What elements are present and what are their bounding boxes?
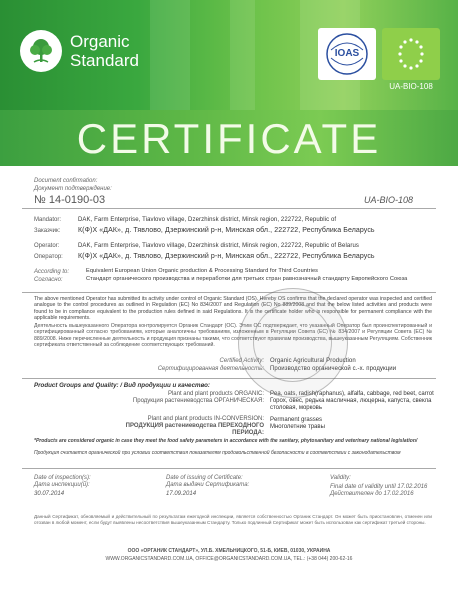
organic-label-ru: Продукция растениеводства ОРГАНИЧЕСКАЯ:	[132, 398, 264, 404]
ioas-label: IOAS	[334, 48, 360, 59]
standard-label-en: According to:	[34, 269, 70, 275]
operator-name-en: DAK, Farm Enterprise, Tiavlovo village, Dzerzhinsk district, Minsk region, 222722, Republic of Belarus	[78, 243, 359, 249]
operator-label-ru: Оператор:	[34, 254, 63, 260]
products-note-en: *Products are considered organic in case they meet the food safety parameters in accordance with the sanitary, phytosanitary and veterinary national legislation/	[34, 438, 418, 444]
operator-name-ru: К(Ф)Х «ДАК», д. Тявлово, Дзержинский р-н, Минская обл., 222722, Республика Беларусь	[78, 253, 375, 260]
certificate-number: № 14-0190-03	[34, 194, 106, 206]
confirm-label-en: Document confirmation:	[34, 178, 98, 184]
inspection-date-label-ru: Дата инспекции(й):	[34, 482, 90, 488]
activity-value-ru: Производство органической с.-х. продукции	[270, 366, 397, 372]
mandator-name-ru: К(Ф)Х «ДАК», д. Тявлово, Дзержинский р-н, Минская обл., 222722, Республика Беларусь	[78, 227, 375, 234]
eu-organic-leaf-logo	[382, 28, 440, 80]
conversion-label-ru-2: ПЕРИОДА:	[232, 430, 264, 436]
seal-inner-ring	[253, 303, 332, 382]
validity-label: Validity:	[330, 475, 351, 481]
eu-code-label: UA-BIO-108	[389, 82, 433, 91]
ioas-badge	[318, 28, 376, 80]
statement-ru: Деятельность вышеуказанного Оператора контролируется Органик Стандарт (ОС). Этим ОС подтверждает, что указанный Оператор был проинспектированный и сертифицированный согласно требованиям, которые аналогичны требованиям, изложенным в Регуляции Совета (ЕС) № 834/2007 и Регуляции Совета (ЕС) № 889/2008. Ниже перечисленные деятельность и продукция признаны такими, что соответствуют правилам производства, вышеуказанным Регуляциям. Собственник сертификата ответственный за соблюдение соответствующих требований.	[34, 323, 432, 349]
activity-value-en: Organic Agricultural Production	[270, 358, 356, 364]
mandator-name-en: DAK, Farm Enterprise, Tiavlovo village, Dzerzhinsk district, Minsk region, 222722, Republic of	[78, 217, 337, 223]
brand-name-line1: Organic	[70, 32, 130, 51]
validity-ru: Действителен до 17.02.2016	[330, 491, 414, 497]
standard-name-en: Equivalent European Union Organic production & Processing Standard for Third Countries	[86, 268, 319, 274]
product-groups-heading: Product Groups and Quality: / Вид продукции и качество:	[34, 382, 210, 389]
organic-standard-logo	[20, 30, 139, 72]
divider	[22, 292, 436, 293]
divider	[22, 468, 436, 469]
organic-products-en: Pea, oats, radish(raphanus), alfalfa, cabbage, red beet, carrot	[270, 391, 434, 397]
confirm-label-ru: Документ подтверждение:	[34, 186, 112, 192]
products-note-ru: Продукция считается органической при условии соответствия показателям продовольственной безопасности в соответствии с законодательством	[34, 450, 401, 456]
mandator-label-en: Mandator:	[34, 217, 62, 223]
validity-en: Final date of validity until 17.02.2016	[330, 484, 428, 490]
conversion-label-en: Plant and plant products IN-CONVERSION:	[147, 416, 264, 422]
issue-date: 17.09.2014	[166, 491, 197, 497]
conversion-products-en: Permanent grasses	[270, 417, 323, 423]
activity-label-en: Certified Activity:	[219, 358, 264, 364]
mandator-label-ru: Заказчик:	[34, 228, 61, 234]
certificate-title: CERTIFICATE	[76, 115, 382, 162]
organic-products-ru: Горох, овес, редька масличная, люцерна, капуста, свекла столовая, морковь	[270, 398, 432, 411]
eu-leaf-icon	[386, 34, 436, 74]
divider	[22, 208, 436, 209]
certification-seal	[238, 288, 348, 398]
conversion-products-ru: Многолетние травы	[270, 424, 325, 430]
standard-name-ru: Стандарт органического производства и переработки для третьих стран равнозначный стандарту Европейского Союза	[86, 276, 408, 282]
inspection-date-label-en: Date of inspection(s):	[34, 475, 91, 481]
conversion-label-ru-1: ПРОДУКЦИЯ растениеводства ПЕРЕХОДНОГО	[125, 423, 264, 429]
brand-name-line2: Standard	[70, 51, 139, 70]
standard-label-ru: Согласно:	[34, 277, 63, 283]
activity-label-ru: Сертифицированная деятельность:	[157, 366, 264, 372]
divider	[22, 378, 436, 379]
issue-date-label-ru: Дата выдачи Сертификата:	[166, 482, 250, 488]
footer-contacts: WWW.ORGANICSTANDARD.COM.UA, OFFICE@ORGANICSTANDARD.COM.UA, TEL.: (+38 044) 200-62-16	[105, 556, 353, 562]
statement-en: The above mentioned Operator has submitted its activity under control of Organic Standard (OS). Hereby OS confirms that the declared operator was inspected and certified analogue to the control procedures as outlined in Regulation (EC) No 834/2007 and Regulation (EC) No 889/2008 and that the below listed activities and products were found to be in compliance equivalent to the production rules defined in said Regulations. It is the certificate holder who is responsible for permanent compliance with the applicable requirements.	[34, 296, 432, 322]
control-body-code: UA-BIO-108	[364, 195, 414, 205]
issue-date-label-en: Date of issuing of Certificate:	[166, 475, 243, 481]
footer-address: ООО «ОРГАНИК СТАНДАРТ», УЛ.Б. ХМЕЛЬНИЦКОГО, 51-Б, КИЕВ, 01030, УКРАИНА	[127, 548, 331, 554]
disclaimer: Данный Сертификат, обновляемый и действительный по результатам ежегодной инспекции, является собственностью Органик Стандарт. Он может быть приостановлен, отменен или отозван в любой момент, если будут выявлены несоответствия вышеуказанным Стандарту. Только подлинный Сертификат может быть использован как сертификат третьей стороны.	[34, 514, 432, 525]
tree-icon	[20, 30, 62, 72]
operator-label-en: Operator:	[34, 243, 60, 249]
organic-label-en: Plant and plant products ORGANIC:	[167, 391, 264, 397]
inspection-date: 30.07.2014	[34, 491, 65, 497]
